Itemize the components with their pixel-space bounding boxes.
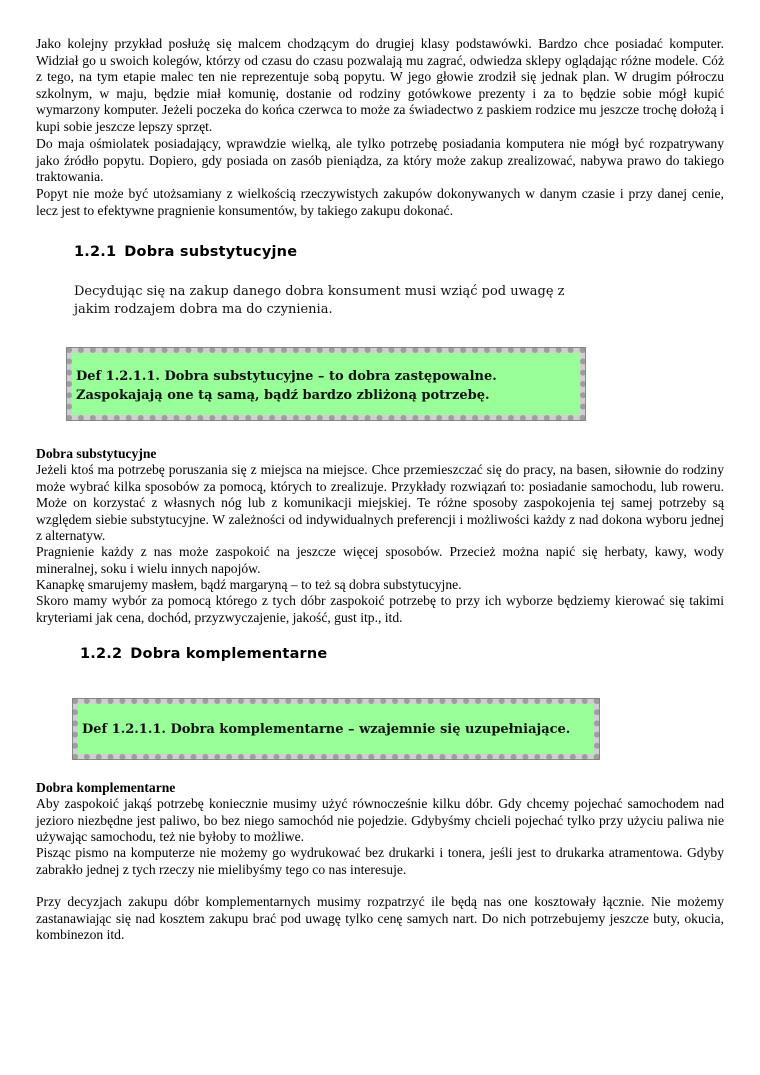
subheading-substitute: Dobra substytucyjne (36, 446, 157, 461)
complementary-paragraph-2: Pisząc pismo na komputerze nie możemy go wydrukować bez drukarki i tonera, jeśli jest to drukarka atramentowa. Gdyby zabrakło jednej z tych rzeczy nie mielibyśmy tego co nas interesuje. (36, 845, 724, 877)
substitute-paragraph-3: Kanapkę smarujemy masłem, bądź margaryną – to też są dobra substytucyjne. (36, 577, 462, 592)
intro-paragraph-3: Popyt nie może być utożsamiany z wielkością rzeczywistych zakupów dokonywanych w danym czasie i przy danej cenie, lecz jest to efektywne pragnienie konsumentów, by takiego zakupu dokonać. (36, 186, 724, 218)
substitute-paragraph-1: Jeżeli ktoś ma potrzebę poruszania się z miejsca na miejsce. Chce przemieszczać się do pracy, na basen, siłownie do rodziny może wybrać kilka sposobów za pomocą, których to zrealizuje. Przykłady rozwiązań to: posiadanie samochodu, lub roweru. Może on korzystać z własnych nóg lub z komunikacji miejskiej. Te różne sposoby zaspokojenia tej samej potrzeby są względem siebie substytucyjne. W zależności od indywidualnych preferencji i możliwości każdy z nad dokona wyboru jednej z alternatyw. (36, 462, 724, 544)
complementary-paragraph-1: Aby zaspokoić jakąś potrzebę koniecznie musimy użyć równocześnie kilku dóbr. Gdy chcemy pojechać samochodem nad jezioro niezbędne jest paliwo, bo bez niego samochód nie pojedzie. Gdybyśmy chcieli pojechać tylko przy użyciu paliwa nie używając samochodu, też nie byłoby to możliwe. (36, 796, 724, 845)
definition-box-substitute (66, 347, 586, 421)
intro-paragraph-1: Jako kolejny przykład posłużę się malcem chodzącym do drugiej klasy podstawówki. Bardzo chce posiadać komputer. Widział go u swoich kolegów, którzy od czasu do czasu pozwalają mu zagrać, odwiedza sklepy oglądając różne modele. Cóż z tego, na tym etapie malec ten nie reprezentuje sobą popytu. W jego głowie zrodził się jednak plan. W drugim półroczu szkolnym, w maju, będzie miał komunię, dostanie od rodziny gotówkowe prezenty i za to będzie sobie mógł kupić wymarzony komputer. Jeżeli poczeka do końca czerwca to może za świadectwo z paskiem rodzice mu jeszcze trochę dołożą i kupi sobie jeszcze lepszy sprzęt. (36, 36, 724, 134)
complementary-paragraph-3: Przy decyzjach zakupu dóbr komplementarnych musimy rozpatrzyć ile będą nas one kosztowały łącznie. Nie możemy zastanawiając się nad kosztem zakupu brać pod uwagę tylko cenę samych nart. Do nich potrzebujemy jeszcze buty, okucia, kombinezon itd. (36, 894, 724, 943)
substitute-paragraph-2: Pragnienie każdy z nas może zaspokoić na jeszcze więcej sposobów. Przecież można napić się herbaty, kawy, wody mineralnej, soku i wielu innych napojów. (36, 544, 724, 576)
substitute-intro-text: Decydując się na zakup danego dobra konsument musi wziąć pod uwagę z jakim rodzajem dobra ma do czynienia. (74, 284, 565, 317)
section-heading-substitute-goods (74, 244, 297, 260)
section-title: Dobra substytucyjne (124, 244, 298, 260)
definition-text-substitute: Def 1.2.1.1. Dobra substytucyjne – to dobra zastępowalne. Zaspokajają one tą samą, bądź bardzo zbliżoną potrzebę. (76, 369, 497, 403)
section-title: Dobra komplementarne (130, 646, 328, 662)
section-number: 1.2.1 (74, 244, 117, 260)
section-heading-complementary-goods (80, 646, 327, 662)
subheading-complementary: Dobra komplementarne (36, 780, 176, 795)
section-number: 1.2.2 (80, 646, 123, 662)
substitute-paragraph-4: Skoro mamy wybór za pomocą którego z tych dóbr zaspokoić potrzebę to przy ich wyborze będziemy kierować się takimi kryteriami jak cena, dochód, przyzwyczajenie, jakość, gust itp., itd. (36, 593, 724, 625)
definition-text-complementary: Def 1.2.1.1. Dobra komplementarne – wzajemnie się uzupełniające. (82, 722, 571, 737)
intro-paragraph-2: Do maja ośmiolatek posiadający, wprawdzie wielką, ale tylko potrzebę posiadania komputera nie mógł być rozpatrywany jako źródło popytu. Dopiero, gdy posiada on zasób pieniądza, za który może zakup zrealizować, nabywa prawo do takiego traktowania. (36, 136, 724, 185)
definition-box-complementary (72, 698, 600, 760)
